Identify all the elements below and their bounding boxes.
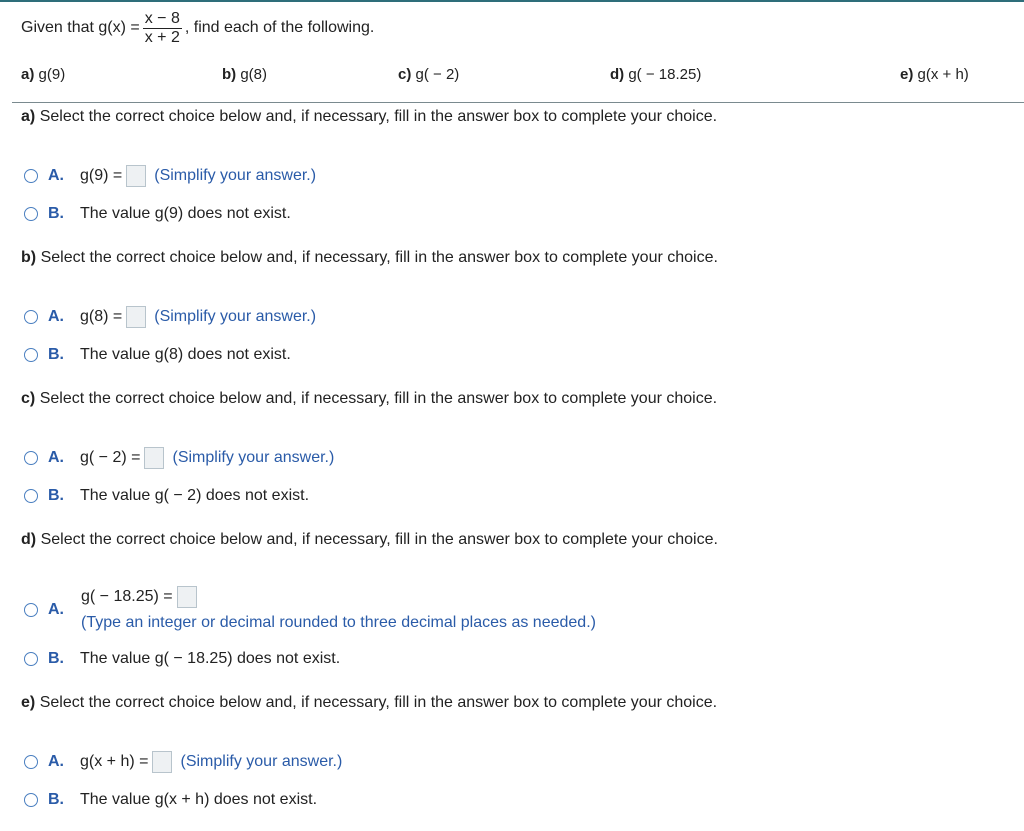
choice-hint: (Simplify your answer.) [154, 167, 317, 184]
choice-c-A[interactable] [24, 446, 334, 470]
part-a-letter: a) [21, 66, 35, 83]
radio-button[interactable] [24, 793, 38, 807]
part-c-expr: g( − 2) [415, 66, 460, 83]
choice-text: The value g( − 2) does not exist. [80, 487, 310, 504]
radio-button[interactable] [24, 169, 38, 183]
choice-letter: A. [48, 167, 64, 184]
radio-button[interactable] [24, 451, 38, 465]
radio-button[interactable] [24, 489, 38, 503]
choice-c-B[interactable] [24, 484, 309, 508]
question-label: d) [21, 531, 37, 548]
choice-hint: (Simplify your answer.) [172, 449, 335, 466]
part-d[interactable] [610, 66, 701, 83]
fraction-denominator: x + 2 [144, 28, 180, 46]
choice-letter: B. [48, 205, 64, 222]
question-text: Select the correct choice below and, if necessary, fill in the answer box to complete your choice. [39, 108, 718, 125]
choice-e-B[interactable] [24, 788, 317, 812]
parts-list [0, 66, 1024, 88]
choice-b-A[interactable] [24, 305, 316, 329]
choice-text: The value g(8) does not exist. [80, 346, 291, 363]
part-e-letter: e) [900, 66, 914, 83]
question-label: e) [21, 694, 36, 711]
radio-button[interactable] [24, 310, 38, 324]
choice-a-B[interactable] [24, 202, 291, 226]
choice-hint: (Type an integer or decimal rounded to three decimal places as needed.) [81, 614, 596, 631]
divider [12, 102, 1024, 103]
fraction-numerator: x − 8 [144, 9, 180, 27]
choice-letter: A. [48, 308, 64, 325]
question-text: Select the correct choice below and, if necessary, fill in the answer box to complete your choice. [39, 390, 718, 407]
answer-input[interactable] [126, 306, 146, 328]
part-a-expr: g(9) [38, 66, 66, 83]
choice-d-B[interactable] [24, 647, 340, 671]
choice-b-B[interactable] [24, 343, 291, 367]
question-e [21, 694, 717, 712]
choice-expr: g(9) = [80, 167, 123, 184]
part-b[interactable] [222, 66, 267, 83]
choice-text: The value g(9) does not exist. [80, 205, 291, 222]
answer-input[interactable] [177, 586, 197, 608]
answer-input[interactable] [126, 165, 146, 187]
choice-letter: B. [48, 650, 64, 667]
fraction [143, 10, 182, 47]
top-rule [0, 0, 1024, 2]
choice-expr: g( − 18.25) = [81, 588, 173, 605]
choice-e-A[interactable] [24, 750, 342, 774]
problem-suffix: , find each of the following. [184, 19, 375, 36]
question-label: b) [21, 249, 37, 266]
question-c [21, 390, 717, 408]
choice-letter: B. [48, 346, 64, 363]
choice-text: The value g(x + h) does not exist. [80, 791, 318, 808]
question-text: Select the correct choice below and, if necessary, fill in the answer box to complete your choice. [39, 694, 718, 711]
choice-expr: g(x + h) = [80, 753, 149, 770]
choice-letter: A. [48, 601, 64, 618]
choice-a-A[interactable] [24, 164, 316, 188]
question-label: a) [21, 108, 36, 125]
answer-input[interactable] [144, 447, 164, 469]
radio-button[interactable] [24, 652, 38, 666]
choice-letter: B. [48, 791, 64, 808]
choice-d-A[interactable] [24, 584, 724, 636]
part-c-letter: c) [398, 66, 412, 83]
radio-button[interactable] [24, 755, 38, 769]
choice-letter: A. [48, 753, 64, 770]
radio-button[interactable] [24, 603, 38, 617]
question-text: Select the correct choice below and, if necessary, fill in the answer box to complete your choice. [40, 249, 718, 266]
problem-statement [21, 6, 374, 50]
choice-hint: (Simplify your answer.) [180, 753, 343, 770]
part-d-expr: g( − 18.25) [628, 66, 702, 83]
part-d-letter: d) [610, 66, 625, 83]
part-b-letter: b) [222, 66, 237, 83]
choice-letter: A. [48, 449, 64, 466]
question-text: Select the correct choice below and, if necessary, fill in the answer box to complete your choice. [40, 531, 718, 548]
choice-hint: (Simplify your answer.) [154, 308, 317, 325]
part-c[interactable] [398, 66, 459, 83]
question-a [21, 108, 717, 126]
question-d [21, 531, 718, 549]
part-e[interactable] [900, 66, 969, 83]
problem-prefix: Given that g(x) = [21, 19, 140, 36]
part-b-expr: g(8) [240, 66, 268, 83]
answer-input[interactable] [152, 751, 172, 773]
choice-text: The value g( − 18.25) does not exist. [80, 650, 341, 667]
choice-expr: g( − 2) = [80, 449, 141, 466]
part-a[interactable] [21, 66, 65, 83]
radio-button[interactable] [24, 207, 38, 221]
choice-line [81, 586, 205, 608]
choice-letter: B. [48, 487, 64, 504]
question-label: c) [21, 390, 36, 407]
question-b [21, 249, 718, 267]
part-e-expr: g(x + h) [917, 66, 969, 83]
radio-button[interactable] [24, 348, 38, 362]
choice-expr: g(8) = [80, 308, 123, 325]
